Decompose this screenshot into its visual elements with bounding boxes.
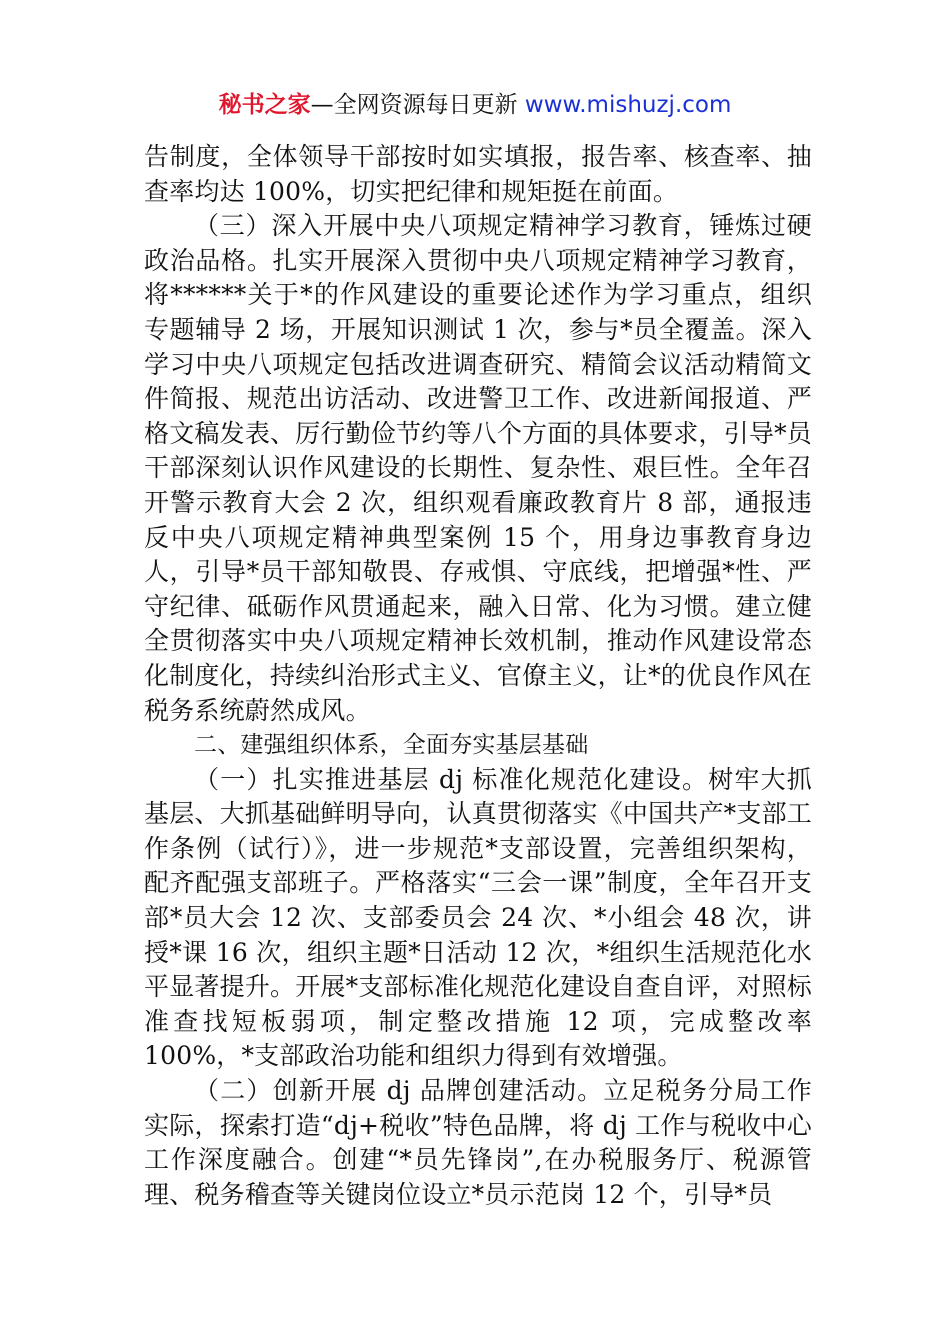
section-heading-2: 二、建强组织体系，全面夯实基层基础: [194, 732, 589, 759]
brand-name: 秘书之家: [218, 92, 311, 118]
site-url-link[interactable]: www.mishuzj.com: [524, 92, 732, 118]
paragraph-subsection-1: （一）扎实推进基层 dj 标准化规范化建设。树牢大抓基层、大抓基础鲜明导向，认真贯彻落实《中国共产*支部工作条例（试行）》，进一步规范*支部设置，完善组织架构，配齐配强支部班子。严格落实“三会一课”制度，全年召开支部*员大会 12 次、支部委员会 24 次、*小组会 48 次，讲授*课 16 次，组织主题*日活动 12 次，*组织生活规范化水平显著提升。开展*支部标准化规范化建设自查自评，对照标准查找短板弱项，制定整改措施 12 项，完成整改率 100%，*支部政治功能和组织力得到有效增强。: [144, 764, 812, 1071]
site-header: [0, 88, 950, 122]
paragraph-continuation: 告制度，全体领导干部按时如实填报，报告率、核查率、抽查率均达 100%，切实把纪律和规矩挺在前面。: [144, 142, 812, 206]
paragraph-subsection-2: （二）创新开展 dj 品牌创建活动。立足税务分局工作实际，探索打造“dj+税收”特色品牌，将 dj 工作与税收中心工作深度融合。创建“*员先锋岗”,在办税服务厅、税源管理、税务稽查等关键岗位设立*员示范岗 12 个，引导*员: [144, 1076, 812, 1209]
document-body: [144, 140, 812, 1212]
header-tagline: —全网资源每日更新: [310, 92, 525, 118]
paragraph-section-3: （三）深入开展中央八项规定精神学习教育，锤炼过硬政治品格。扎实开展深入贯彻中央八项规定精神学习教育，将******关于*的作风建设的重要论述作为学习重点，组织专题辅导 2 场，开展知识测试 1 次，参与*员全覆盖。深入学习中央八项规定包括改进调查研究、精简会议活动精简文件简报、规范出访活动、改进警卫工作、改进新闻报道、严格文稿发表、厉行勤俭节约等八个方面的具体要求，引导*员干部深刻认识作风建设的长期性、复杂性、艰巨性。全年召开警示教育大会 2 次，组织观看廉政教育片 8 部，通报违反中央八项规定精神典型案例 15 个，用身边事教育身边人，引导*员干部知敬畏、存戒惧、守底线，把增强*性、严守纪律、砥砺作风贯通起来，融入日常、化为习惯。建立健全贯彻落实中央八项规定精神长效机制，推动作风建设常态化制度化，持续纠治形式主义、官僚主义，让*的优良作风在税务系统蔚然成风。: [144, 211, 812, 725]
